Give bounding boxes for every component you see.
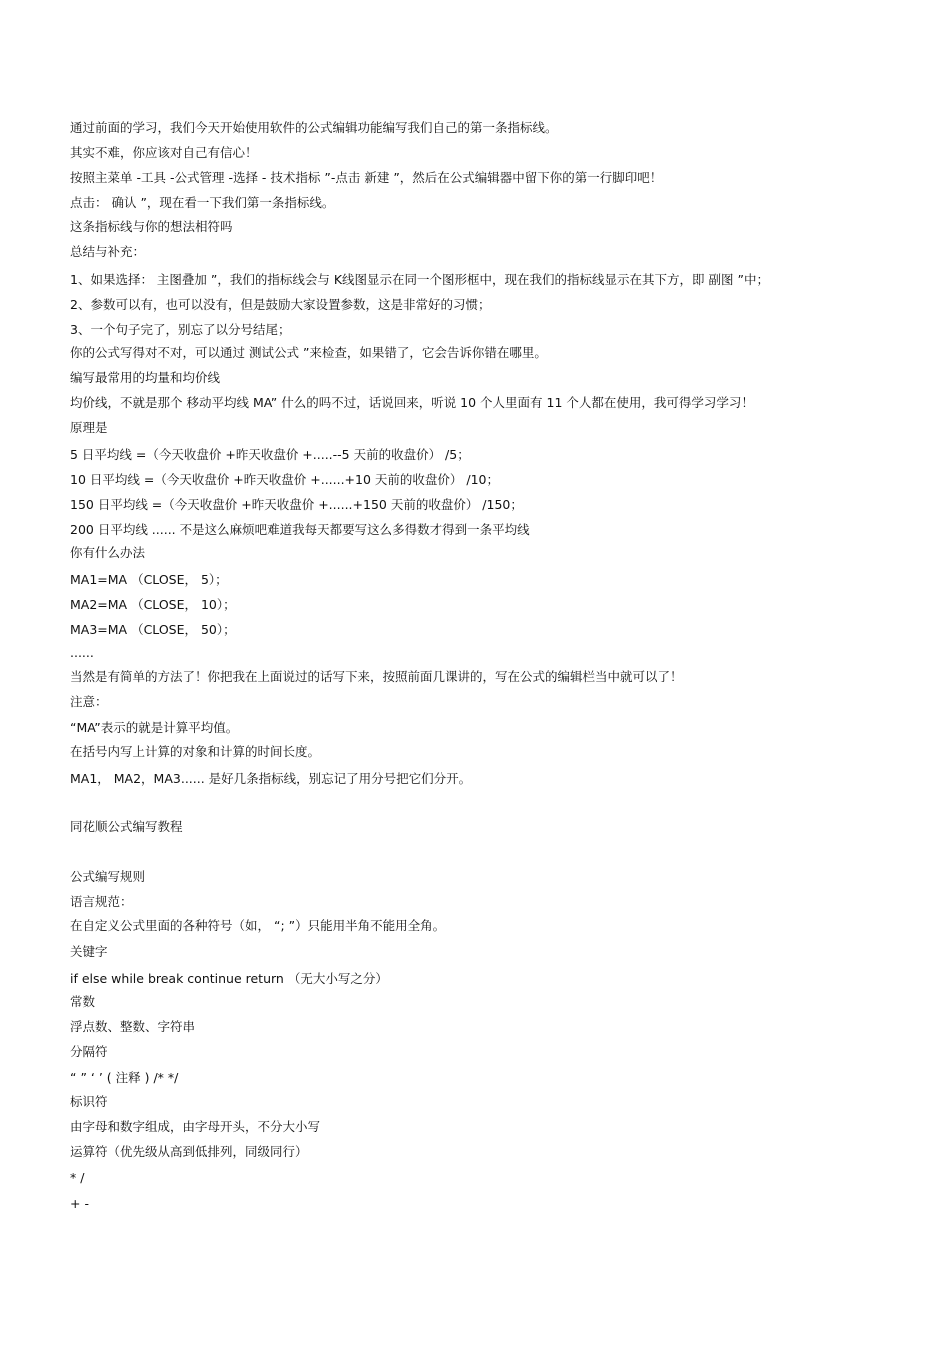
text-line: 这条指标线与你的想法相符吗 <box>70 219 233 234</box>
section-title: 公式编写规则 <box>70 869 146 884</box>
text-line: 在自定义公式里面的各种符号（如， “; ”）只能用半角不能用全角。 <box>70 918 446 933</box>
text-line: 按照主菜单 -工具 -公式管理 -选择 - 技术指标 ”-点击 新建 ”，然后在公式编辑器中留下你的第一行脚印吧！ <box>70 170 663 185</box>
text-line: “ ” ‘ ’ ( 注释 ) /* */ <box>70 1070 179 1085</box>
text-line: 你的公式写得对不对，可以通过 测试公式 ”来检查，如果错了，它会告诉你错在哪里。 <box>70 345 547 360</box>
text-line: MA3=MA （CLOSE， 50）； <box>70 622 236 637</box>
text-line: 常数 <box>70 994 96 1009</box>
text-line: 点击： 确认 ”，现在看一下我们第一条指标线。 <box>70 195 335 210</box>
text-line: if else while break continue return （无大小写之分） <box>70 971 388 986</box>
text-line: 150 日平均线 =（今天收盘价 +昨天收盘价 +......+150 天前的收盘价） /150； <box>70 497 523 512</box>
text-line: 你有什么办法 <box>70 545 146 560</box>
text-line: 关键字 <box>70 944 108 959</box>
text-line: + - <box>70 1196 89 1211</box>
text-line: 语言规范： <box>70 894 133 909</box>
text-line: 5 日平均线 =（今天收盘价 +昨天收盘价 +.....--5 天前的收盘价） /5； <box>70 447 470 462</box>
text-line: 200 日平均线 ...... 不是这么麻烦吧难道我每天都要写这么多得数才得到一条平均线 <box>70 522 530 537</box>
text-line: 通过前面的学习，我们今天开始使用软件的公式编辑功能编写我们自己的第一条指标线。 <box>70 120 558 135</box>
text-line: ...... <box>70 645 94 660</box>
text-line: 注意： <box>70 694 108 709</box>
text-line: 其实不难，你应该对自己有信心！ <box>70 145 258 160</box>
text-line: 运算符（优先级从高到低排列，同级同行） <box>70 1144 308 1159</box>
text-line: MA1， MA2，MA3...... 是好几条指标线，别忘记了用分号把它们分开。 <box>70 771 472 786</box>
text-line: 均价线，不就是那个 移动平均线 MA” 什么的吗不过，话说回来，听说 10 个人里面有 11 个人都在使用，我可得学习学习！ <box>70 395 754 410</box>
text-line: * / <box>70 1170 85 1185</box>
text-line: MA1=MA （CLOSE， 5）； <box>70 572 228 587</box>
text-line: 原理是 <box>70 420 108 435</box>
text-line: 分隔符 <box>70 1044 108 1059</box>
text-line: 2、参数可以有，也可以没有，但是鼓励大家设置参数，这是非常好的习惯； <box>70 297 491 312</box>
text-line: 当然是有简单的方法了！你把我在上面说过的话写下来，按照前面几课讲的，写在公式的编辑栏当中就可以了！ <box>70 669 683 684</box>
text-line: “MA”表示的就是计算平均值。 <box>70 720 239 735</box>
text-line: 总结与补充： <box>70 244 146 259</box>
section-title: 同花顺公式编写教程 <box>70 819 183 834</box>
text-line: 在括号内写上计算的对象和计算的时间长度。 <box>70 744 321 759</box>
text-line: 10 日平均线 =（今天收盘价 +昨天收盘价 +......+10 天前的收盘价） /10； <box>70 472 500 487</box>
text-line: 编写最常用的均量和均价线 <box>70 370 221 385</box>
text-line: MA2=MA （CLOSE， 10）； <box>70 597 236 612</box>
text-line: 标识符 <box>70 1094 108 1109</box>
text-line: 3、一个句子完了，别忘了以分号结尾； <box>70 322 291 337</box>
text-line: 由字母和数字组成，由字母开头，不分大小写 <box>70 1119 321 1134</box>
text-line: 浮点数、整数、字符串 <box>70 1019 196 1034</box>
text-line: 1、如果选择： 主图叠加 ”，我们的指标线会与 K线图显示在同一个图形框中，现在我们的指标线显示在其下方，即 副图 ”中； <box>70 272 769 287</box>
